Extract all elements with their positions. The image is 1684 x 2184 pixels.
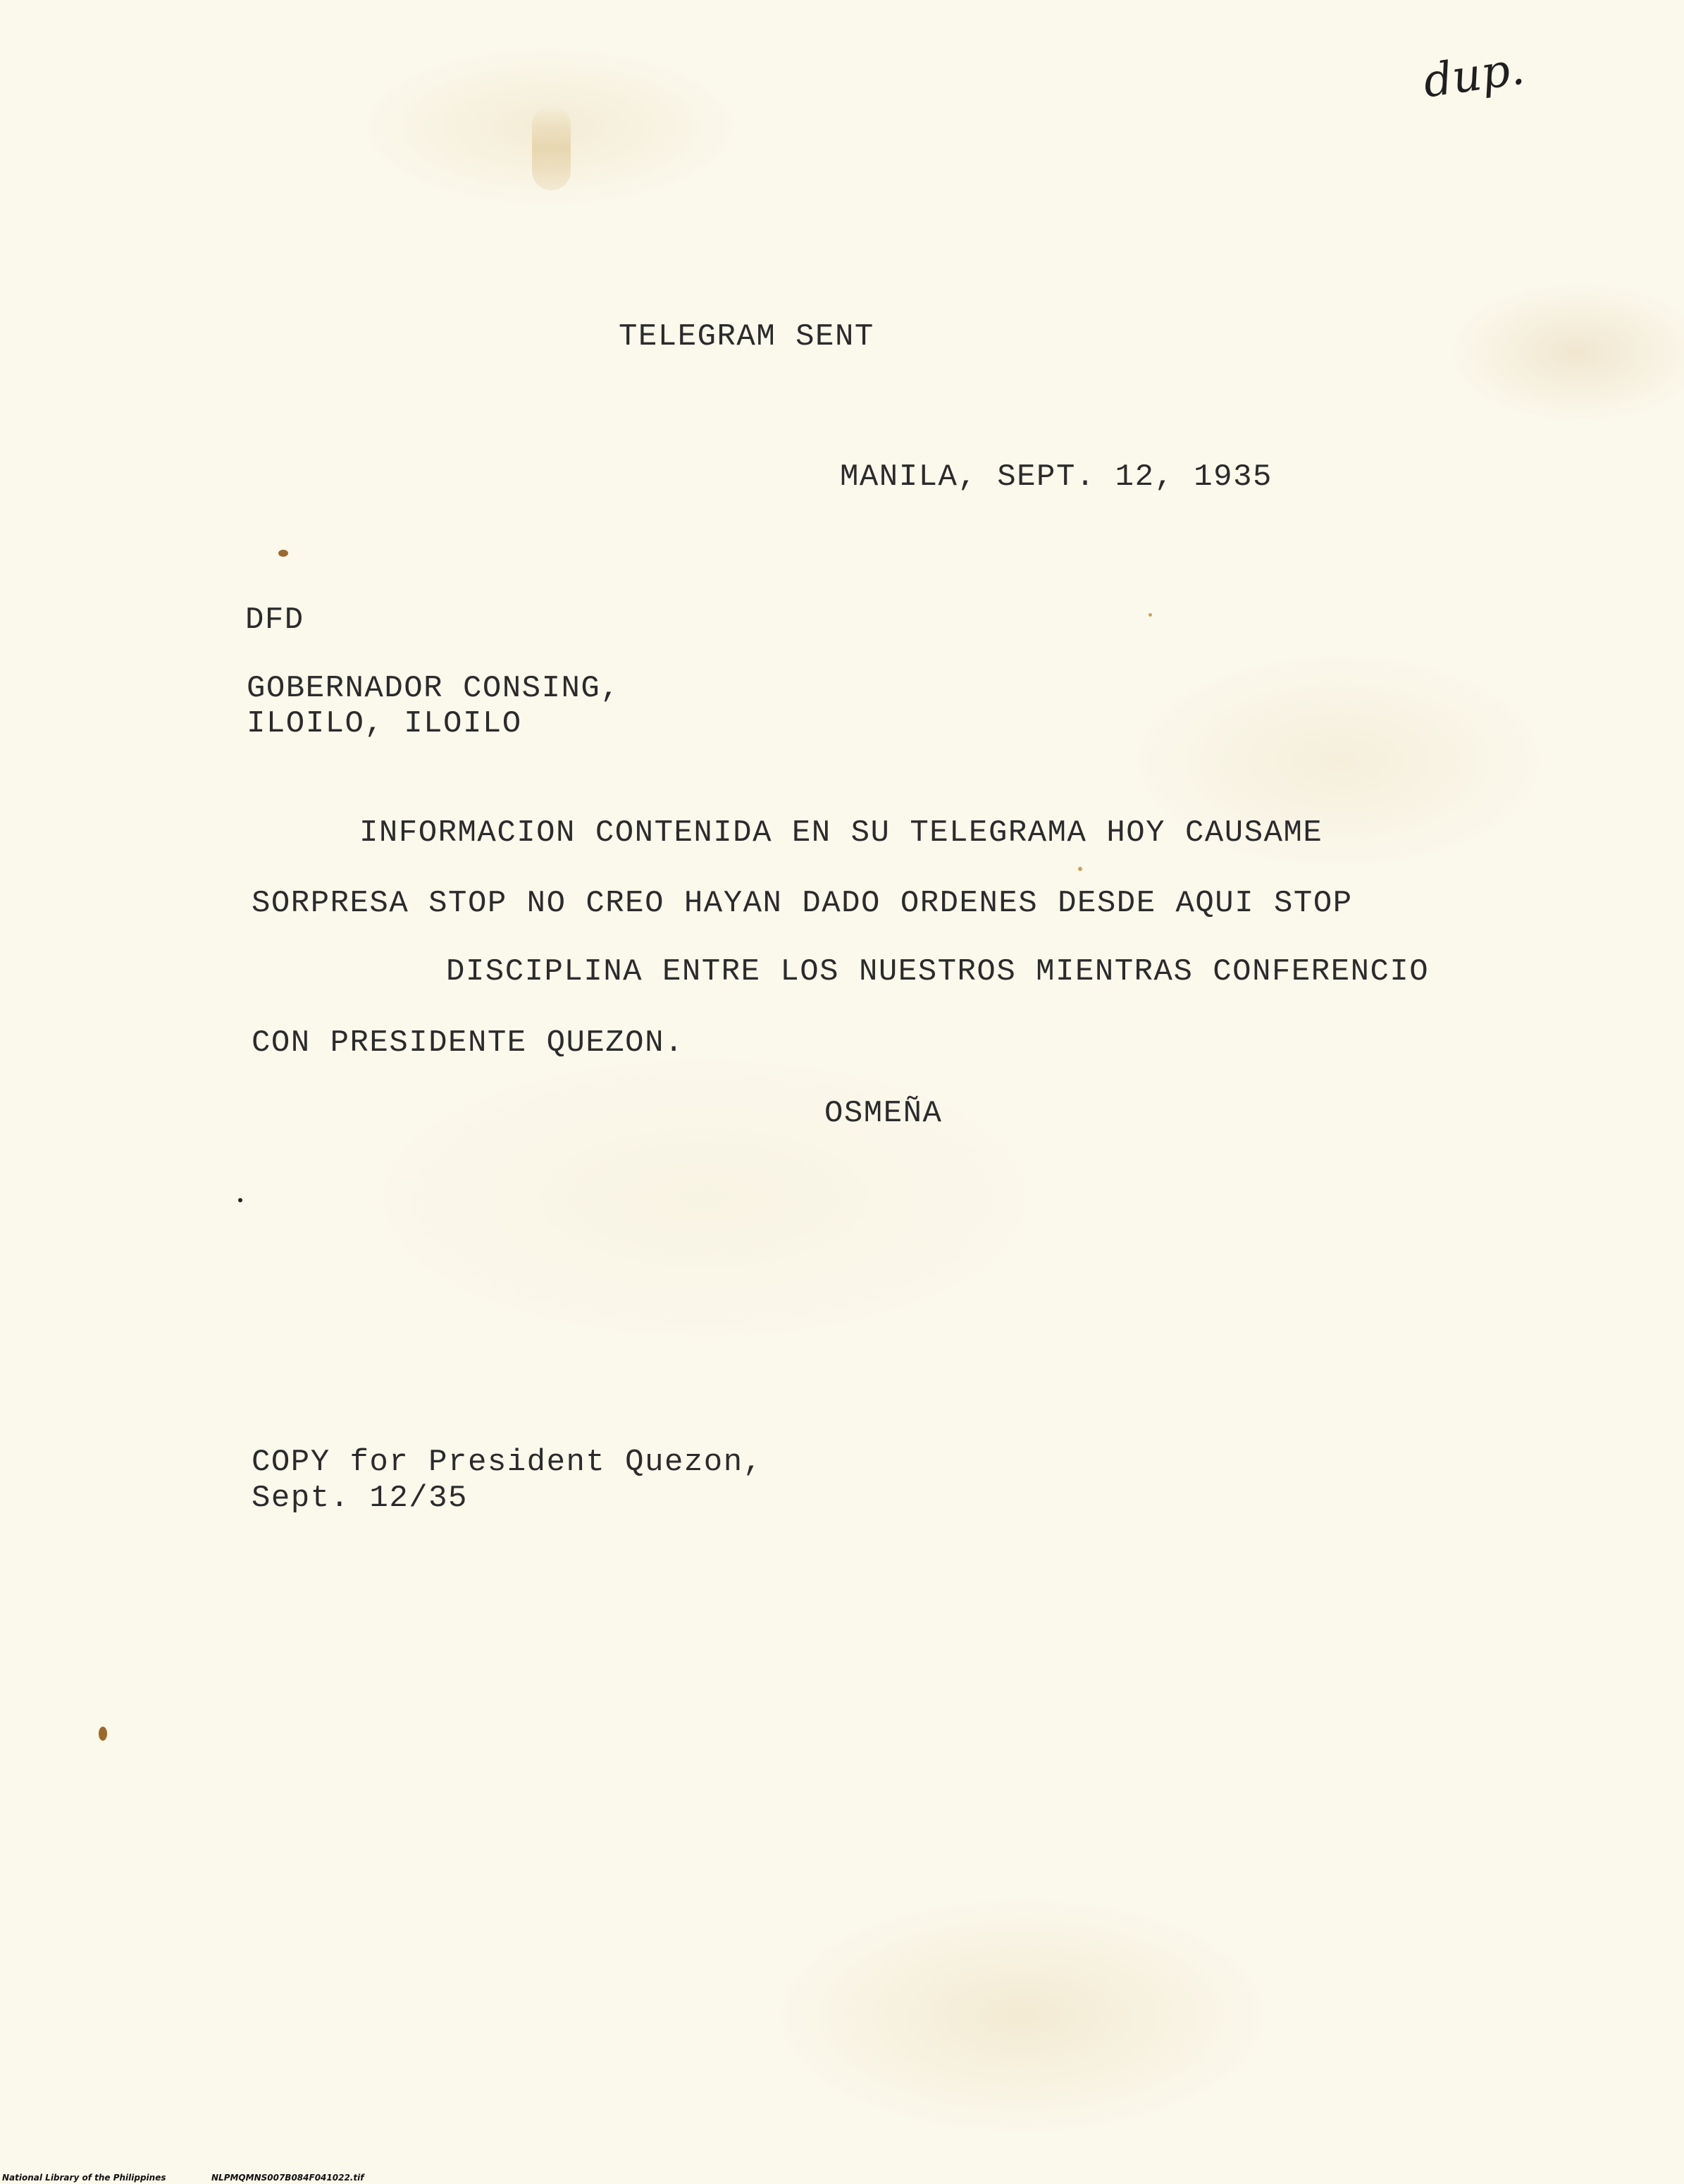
body-line-1: INFORMACION CONTENIDA EN SU TELEGRAMA HOY CAUSAME <box>359 815 1323 851</box>
paper-speck <box>278 550 288 557</box>
paper-speck <box>1078 867 1082 871</box>
body-line-3: DISCIPLINA ENTRE LOS NUESTROS MIENTRAS CONFERENCIO <box>446 954 1430 989</box>
copy-note-line-1: COPY for President Quezon, <box>252 1445 763 1480</box>
place-date: MANILA, SEPT. 12, 1935 <box>840 459 1273 495</box>
paper-clip-stain <box>532 106 571 190</box>
routing-code: DFD <box>245 603 304 638</box>
paper-speck <box>238 1198 242 1202</box>
handwritten-note: dup. <box>1420 42 1528 109</box>
footer-file-id: NLPMQMNS007B084F041022.tif <box>211 2173 364 2183</box>
document-title: TELEGRAM SENT <box>619 319 874 354</box>
signature: OSMEÑA <box>824 1096 943 1131</box>
paper-speck <box>99 1727 107 1741</box>
body-line-2: SORPRESA STOP NO CREO HAYAN DADO ORDENES DESDE AQUI STOP <box>252 886 1353 921</box>
copy-note-line-2: Sept. 12/35 <box>252 1481 468 1516</box>
body-line-4: CON PRESIDENTE QUEZON. <box>252 1025 684 1061</box>
addressee-line-2: ILOILO, ILOILO <box>247 706 522 741</box>
addressee-line-1: GOBERNADOR CONSING, <box>247 671 621 706</box>
paper-speck <box>1149 613 1152 617</box>
footer-institution: National Library of the Philippines <box>2 2173 166 2183</box>
